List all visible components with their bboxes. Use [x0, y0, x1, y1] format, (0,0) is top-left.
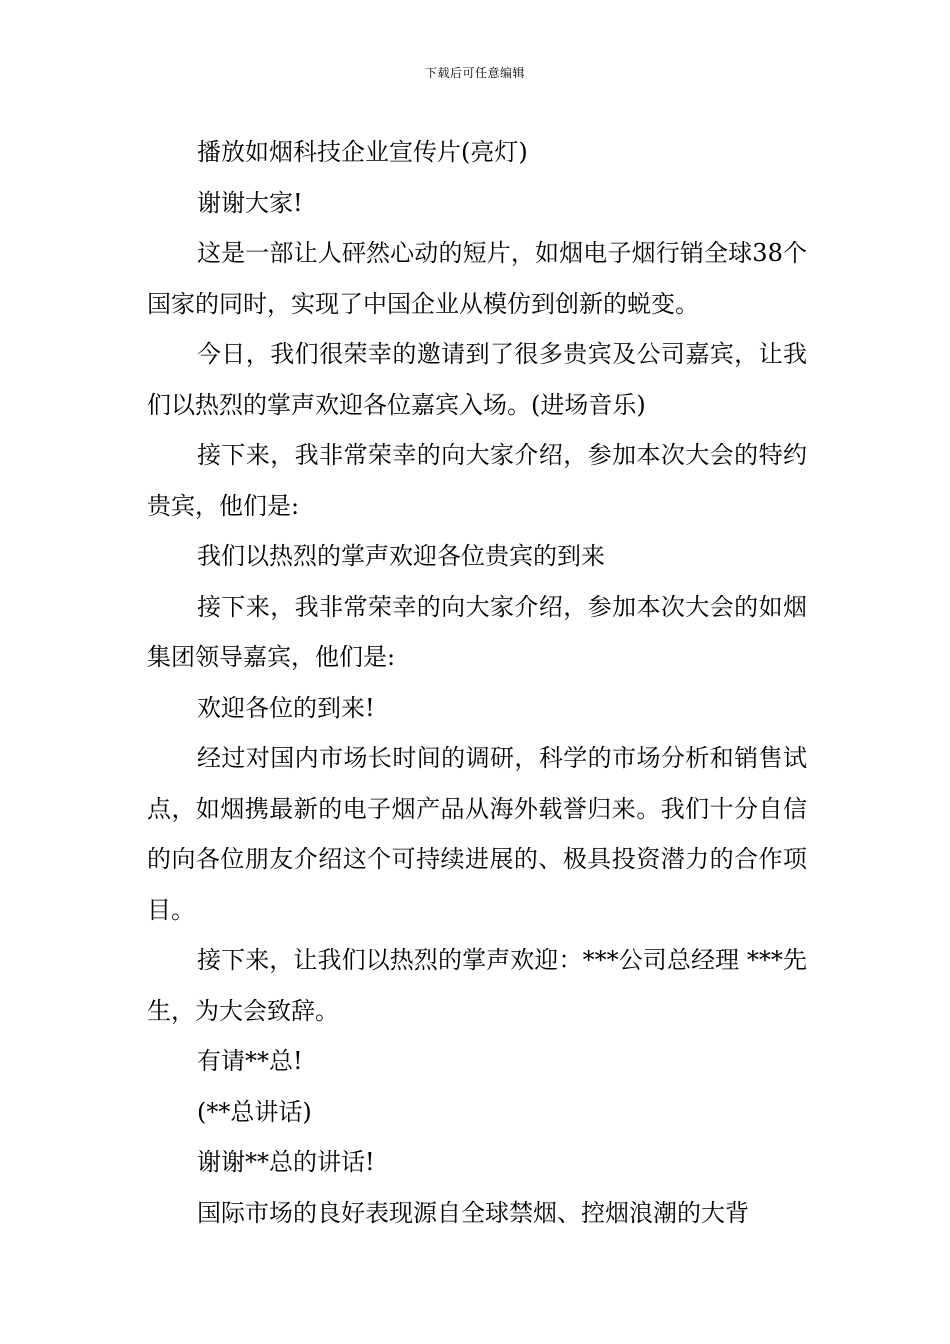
paragraph: 谢谢**总的讲话! [197, 1148, 375, 1176]
paragraph: 播放如烟科技企业宣传片(亮灯) [197, 138, 528, 166]
page-header: 下载后可任意编辑 [424, 66, 525, 80]
paragraph: 接下来，让我们以热烈的掌声欢迎：***公司总经理 ***先生，为大会致辞。 [147, 946, 807, 1025]
paragraph: 接下来，我非常荣幸的向大家介绍，参加本次大会的如烟集团领导嘉宾，他们是: [147, 592, 807, 671]
paragraph: 欢迎各位的到来! [197, 693, 375, 722]
document-body [147, 127, 807, 1238]
paragraph: (**总讲话) [197, 1097, 312, 1126]
paragraph: 有请**总! [197, 1047, 303, 1075]
paragraph: 国际市场的良好表现源自全球禁烟、控烟浪潮的大背 [197, 1198, 749, 1227]
paragraph: 谢谢大家! [197, 188, 303, 217]
paragraph: 这是一部让人砰然心动的短片，如烟电子烟行销全球38个国家的同时，实现了中国企业从模仿到创新的蜕变。 [147, 239, 807, 318]
paragraph: 经过对国内市场长时间的调研，科学的市场分析和销售试点，如烟携最新的电子烟产品从海外载誉归来。我们十分自信的向各位朋友介绍这个可持续进展的、极具投资潜力的合作项目。 [147, 744, 807, 924]
paragraph: 我们以热烈的掌声欢迎各位贵宾的到来 [197, 542, 605, 570]
paragraph: 接下来，我非常荣幸的向大家介绍，参加本次大会的特约贵宾，他们是: [147, 441, 807, 520]
paragraph: 今日，我们很荣幸的邀请到了很多贵宾及公司嘉宾，让我们以热烈的掌声欢迎各位嘉宾入场。(进场音乐) [147, 340, 807, 419]
